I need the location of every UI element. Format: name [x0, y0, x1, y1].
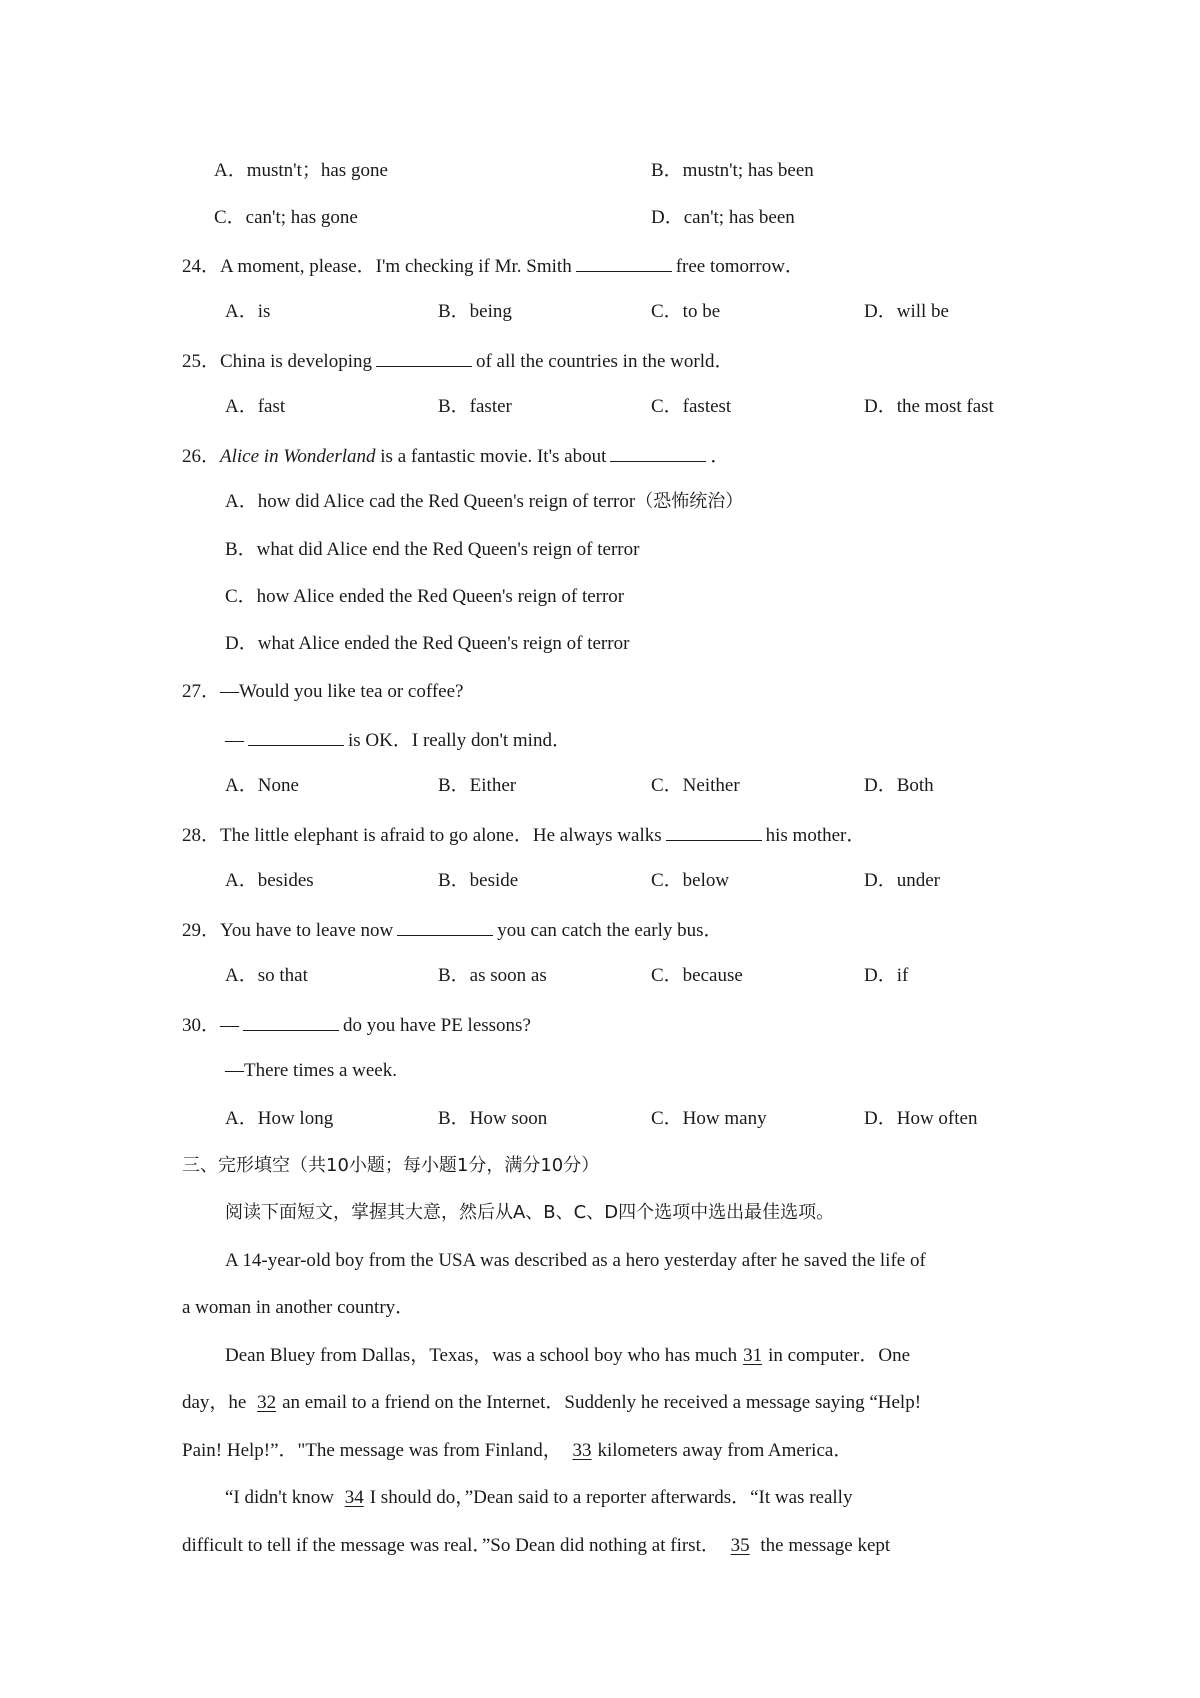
q23-option-d: D．can't; has been [651, 207, 795, 228]
passage-p2-line1 [225, 1344, 910, 1368]
q30-option-b: B．How soon [438, 1108, 548, 1129]
passage-p2-line2 [182, 1391, 921, 1415]
q29-option-a: A．so that [225, 965, 308, 986]
q27-option-b: B．Either [438, 775, 517, 796]
q26-blank [610, 443, 706, 462]
q25-option-c: C．fastest [651, 396, 732, 417]
q28-blank [666, 822, 762, 841]
passage-p3-line1 [225, 1486, 852, 1510]
q28-option-d: D．under [864, 870, 940, 891]
q28-option-a: A．besides [225, 870, 314, 891]
q23-option-b: B．mustn't; has been [651, 160, 814, 181]
q27-option-a: A．None [225, 775, 299, 796]
blank-32: 32 [257, 1392, 277, 1413]
q30-option-a: A．How long [225, 1108, 334, 1129]
q26-movie-title: Alice in Wonderland [220, 446, 376, 467]
q27-dash: — [225, 730, 244, 751]
q28-option-c: C．below [651, 870, 730, 891]
q29-stem-post: you can catch the early bus． [497, 920, 723, 941]
q27-options [0, 774, 1200, 798]
question-26 [182, 443, 729, 469]
q24-blank [576, 253, 672, 272]
q29-option-b: B．as soon as [438, 965, 547, 986]
q29-blank [397, 917, 493, 936]
q26-option-a-note: （恐怖统治） [635, 491, 744, 512]
q25-stem-pre: 25．China is developing [182, 351, 372, 372]
passage-p1-line1: A 14-year-old boy from the USA was described as a hero yesterday after he saved the life of [225, 1250, 926, 1271]
blank-35: 35 [730, 1535, 750, 1556]
q24-stem-pre: 24．A moment, please．I'm checking if Mr. Smith [182, 256, 572, 277]
passage-p1-line2: a woman in another country． [182, 1297, 415, 1318]
q29-option-d: D．if [864, 965, 909, 986]
q26-number: 26． [182, 446, 221, 467]
q26-option-a-text: A．how did Alice cad the Red Queen's reign of terror [225, 491, 636, 512]
q30-answer-line: —There times a week. [225, 1060, 397, 1081]
q24-option-d: D．will be [864, 301, 949, 322]
q24-stem-post: free tomorrow． [675, 256, 804, 277]
q24-option-b: B．being [438, 301, 512, 322]
q26-option-a [225, 490, 743, 514]
passage-text: the message kept [760, 1535, 891, 1556]
blank-33: 33 [572, 1440, 592, 1461]
q23-option-a: A．mustn't；has gone [214, 160, 388, 181]
q30-blank [243, 1012, 339, 1031]
question-29 [182, 917, 723, 943]
q27-option-c: C．Neither [651, 775, 740, 796]
q29-stem-pre: 29．You have to leave now [182, 920, 394, 941]
q25-blank [376, 348, 472, 367]
section-3-instruction: 阅读下面短文，掌握其大意，然后从A、B、C、D四个选项中选出最佳选项。 [225, 1202, 835, 1223]
passage-text: Pain! Help!”．"The message was from Finland， [182, 1440, 562, 1461]
q27-blank [248, 727, 344, 746]
q30-stem-post: do you have PE lessons? [343, 1015, 531, 1036]
passage-text: difficult to tell if the message was real．”So Dean did nothing at first． [182, 1535, 720, 1556]
q25-options [0, 395, 1200, 419]
q27-reply-post: is OK．I really don't mind． [348, 730, 571, 751]
passage-text: an email to a friend on the Internet．Suddenly he received a message saying “Help! [282, 1392, 922, 1413]
q23-options [0, 159, 1200, 183]
passage-p3-line2 [182, 1534, 890, 1558]
q29-options [0, 964, 1200, 988]
section-3-heading: 三、完形填空（共10小题；每小题1分，满分10分） [182, 1155, 600, 1176]
q30-option-d: D．How often [864, 1108, 978, 1129]
passage-text: I should do，”Dean said to a reporter afterwards．“It was really [369, 1487, 853, 1508]
q25-option-b: B．faster [438, 396, 512, 417]
blank-34: 34 [344, 1487, 364, 1508]
q25-option-a: A．fast [225, 396, 286, 417]
question-25 [182, 348, 733, 374]
q26-option-d: D．what Alice ended the Red Queen's reign of terror [225, 633, 630, 654]
q24-options [0, 300, 1200, 324]
q23-options-row2 [0, 206, 1200, 230]
q28-option-b: B．beside [438, 870, 519, 891]
q27-reply [225, 727, 571, 753]
q30-option-c: C．How many [651, 1108, 767, 1129]
q28-options [0, 869, 1200, 893]
question-27: 27．—Would you like tea or coffee? [182, 681, 464, 702]
q30-options [0, 1107, 1200, 1131]
q26-option-c: C．how Alice ended the Red Queen's reign of terror [225, 586, 625, 607]
q26-option-b: B．what did Alice end the Red Queen's reign of terror [225, 539, 640, 560]
q24-option-a: A．is [225, 301, 271, 322]
passage-p2-line3 [182, 1439, 852, 1463]
q25-stem-post: of all the countries in the world． [475, 351, 734, 372]
q23-option-c: C．can't; has gone [214, 207, 358, 228]
q29-option-c: C．because [651, 965, 743, 986]
q26-stem-end: ． [710, 446, 730, 467]
passage-text: day，he [182, 1392, 247, 1413]
passage-text: in computer．One [768, 1345, 911, 1366]
q27-option-d: D．Both [864, 775, 934, 796]
q28-stem-pre: 28．The little elephant is afraid to go alone．He always walks [182, 825, 662, 846]
q28-stem-post: his mother． [765, 825, 866, 846]
q26-stem: is a fantastic movie. It's about [380, 446, 607, 467]
q24-option-c: C．to be [651, 301, 721, 322]
passage-text: “I didn't know [225, 1487, 334, 1508]
q25-option-d: D．the most fast [864, 396, 994, 417]
passage-text: kilometers away from America． [597, 1440, 853, 1461]
blank-31: 31 [743, 1345, 763, 1366]
question-24 [182, 253, 804, 279]
question-28 [182, 822, 865, 848]
question-30 [182, 1012, 531, 1038]
q30-stem-pre: 30．— [182, 1015, 240, 1036]
passage-text: Dean Bluey from Dallas，Texas，was a school boy who has much [225, 1345, 738, 1366]
